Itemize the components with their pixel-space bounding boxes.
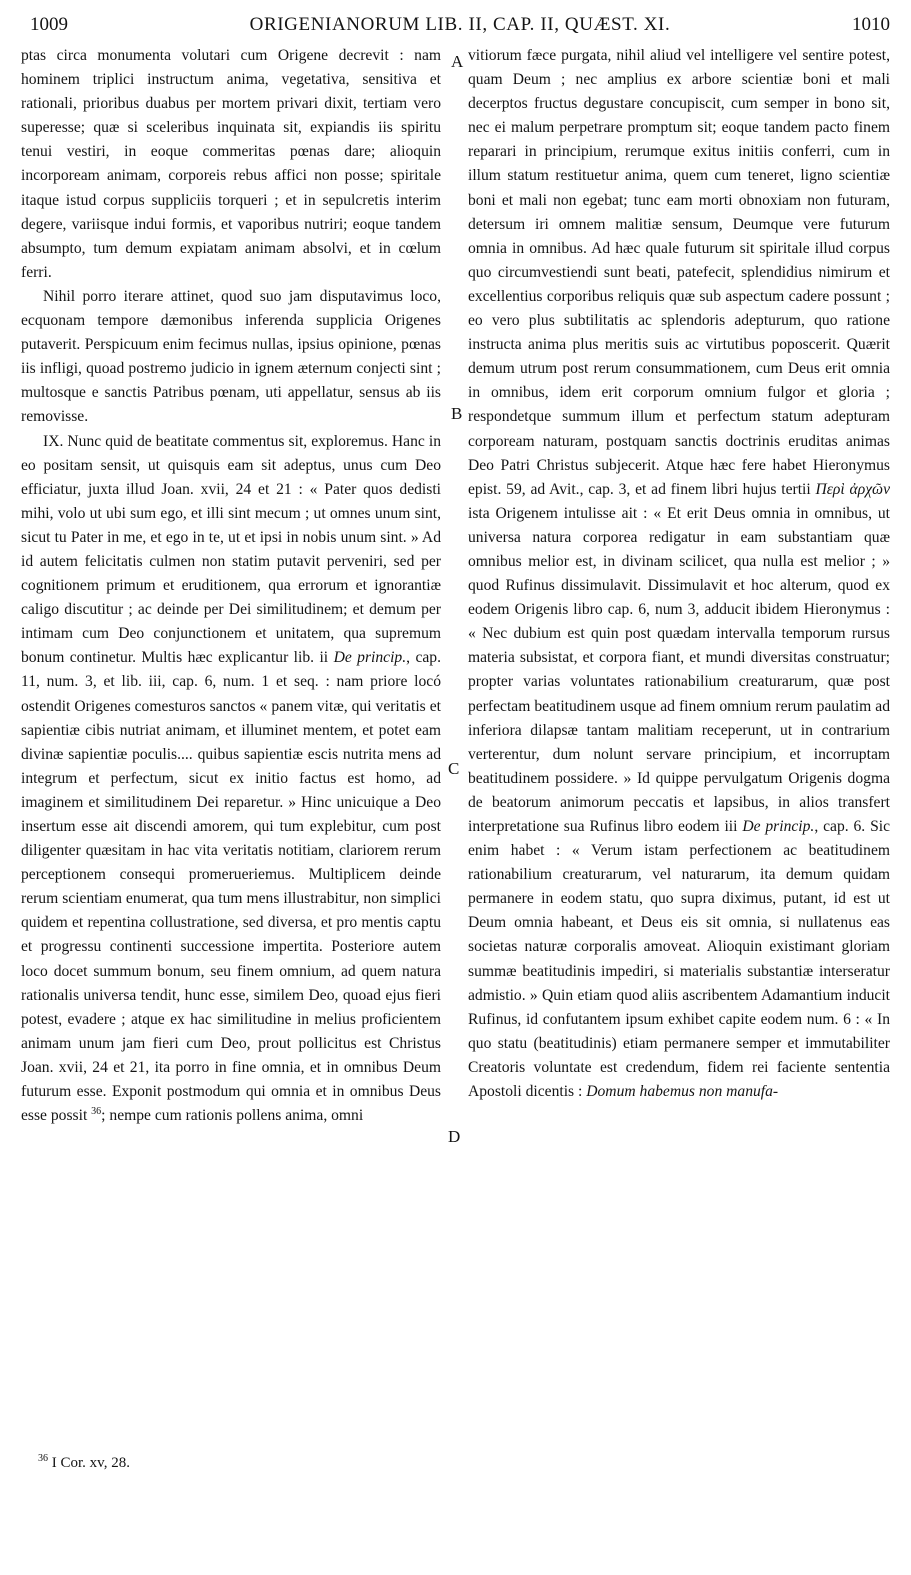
right-paragraph-1-text-c: , cap. 6. Sic enim habet : « Verum istam perfectionem ac beatitudinem rationabilium creaturarum, vel naturarum, ita demum quidam permanere in eodem statu, quo supra diximus, putant, id est ut Deum omnia habeant, et Deus eis sit omnia, si nullatenus eas societas naturæ corporalis amoveat. Alioquin existimant gloriam summæ beatitudinis impediri, si materialis substantiæ interseratur admistio. » Quin etiam quod aliis ascribentem Adamantium inducit Rufinus, id confutantem ipsum exhibet capite eodem num. 6 : « In quo statu (beatitudinis) etiam permanere semper et immutabiliter Creatoris voluntate est credendum, fidem rei faciente sententia Apostoli dicentis : bbox=[468, 818, 890, 1101]
left-paragraph-3-text-b: , cap. 11, num. 3, et lib. iii, cap. 6, num. 1 et seq. : nam priore locó ostendit Origenes comesturos sanctos « panem vitæ, qui veritatis et sapientiæ cibis nutriat animam, et illuminet mentem, et potet eam divinæ sapientiæ poculis.... quibus sapientiæ escis nutrita mens ad integrum et perfectum, sicut ex initio factus est homo, ad imaginem et similitudinem Dei reparetur. » Hinc unicuique a Deo insertum esse ait discendi amorem, qui tum explebitur, cum post diligenter quæsitam in hac vita veritatis notitiam, clariorem rerum perceptionem consequi promerueriemus. Multiplicem deinde rerum scientiam enumerat, qua tum mens illustrabitur, non simplici quidem et repentina collustratione, sed diversa, et pro mentis captu et progressu continenti successione impertita. Posteriore autem loco docet summum bonum, seu finem omnium, ad quem natura rationalis universa tendit, hunc esse, similem Deo, quoad ejus fieri potest, evadere ; atque ex hac similitudine in melius proficientem animam unum jam fieri cum Deo, prout pollicitus est Christus Joan. xvii, 24 et 21, ita porro in fine omnia, et in omnibus Deum futurum esse. Exponit postmodum qui omnia et in omnibus Deus esse possit bbox=[21, 649, 441, 1125]
running-title: ORIGENIANORUM LIB. II, CAP. II, QUÆST. XI. bbox=[249, 14, 671, 35]
left-paragraph-2: Nihil porro iterare attinet, quod suo jam disputavimus loco, ecquonam tempore dæmonibus inferenda supplicia Origenes putaverit. Perspicuum enim fecimus nullas, ipsius opinione, pœnas iis infligi, quoad postremo judicio in ignem æternum conjecti sint ; multosque e sanctis Patribus pœnam, uti appellatur, sensus ab iis removisse. bbox=[21, 287, 441, 426]
right-paragraph-1 bbox=[468, 44, 890, 1104]
work-title-de-princip: De princip. bbox=[333, 649, 407, 667]
left-paragraph-3-text-a: IX. Nunc quid de beatitate commentus sit, exploremus. Hanc in eo positam sensit, ut quisquis eam sit adeptus, unus cum Deo efficiatur, juxta illud Joan. xvii, 24 et 21 : « Pater quos dedisti mihi, volo ut ubi sum ego, et illi sint mecum ; ut omnes unum sint, sicut tu Pater in me, et ego in te, ut et ipsi in nobis unum sint. » Ad id autem felicitatis culmen non statim putavit perveniri, sed per cognitionem primum et eruditionem, qua errorum et ignorantiæ caligo discutitur ; ac deinde per Dei similitudinem; et demum per intimam cum Deo conjunctionem et unitatem, qua supremum bonum continetur. Multis hæc explicantur lib. ii bbox=[21, 432, 441, 667]
left-paragraph-1: ptas circa monumenta volutari cum Origene decrevit : nam hominem triplici instructum anima, vegetativa, sensitiva et rationali, prioribus duabus per mortem privari dixit, tertiam vero superesse; quæ si sceleribus inquinata sit, expiandis iis spiritu tenui vestiri, in eoque commeritas pœnas dare; alioquin incorpoream animam, corporeis rebus affici non posse; spiritale itaque istud corpus suppliciis torqueri ; et in sepulcretis interim degere, variisque indui formis, et vaporibus nutriri; eoque tandem absumpto, tum demum expiatam animam absolvi, et in cœlum ferri. bbox=[21, 47, 441, 281]
footnote-mark: 36 bbox=[38, 1453, 48, 1464]
page-number-right: 1010 bbox=[852, 14, 890, 35]
page-number-left: 1009 bbox=[30, 14, 68, 35]
margin-marker-c: C bbox=[448, 759, 460, 778]
left-column bbox=[21, 44, 441, 1128]
left-paragraph-3-text-c: ; nempe cum rationis pollens anima, omni bbox=[101, 1107, 364, 1125]
right-paragraph-1-text-a: vitiorum fæce purgata, nihil aliud vel intelligere vel sentire potest, quam Deum ; nec amplius ex arbore scientiæ boni et mali decerptos fructus degustare concupiscit, cum semper in bono sit, nec ei malum perpetrare promptum sit; eoque tandem pacto finem reparari in principium, rerumque exitus initiis conferri, cum in illum statum restituetur anima, quem cum teneret, ligno scientiæ boni et mali non egebat; tunc eam morti obnoxiam non futuram, detersum iri omnem malitiæ sensum, Deumque vere futurum omnia in omnibus. Ad hæc quale futurum sit spiritale illud corpus quo circumvestiendi sunt beati, patefecit, splendidius nimirum et excellentius corporibus reliquis quæ sub aspectum cadere possunt ; eo vero plus subtilitatis ac splendoris adepturum, quo ratione instructa anima plus meritis suis ac virtutibus poposcerit. Quærit demum utrum post rerum consummationem, cum Deus erit omnia in omnibus, idem erit corporum omnium fulgor et gloria ; respondetque summum illum et perfectum statum adepturam corpoream naturam, postquam sanctis doctrinis eruditas animas Deo Patri Christus subjecerit. Atque hæc fere habet Hieronymus epist. 59, ad Avit., cap. 3, et ad finem libri hujus tertii bbox=[468, 47, 890, 498]
footnote-reference: 36 bbox=[91, 1105, 102, 1117]
quotation-italic: Domum habemus non manufa- bbox=[586, 1083, 779, 1101]
running-header bbox=[30, 14, 890, 44]
work-title-de-princip-2: De princip. bbox=[742, 818, 815, 835]
margin-marker-b: B bbox=[451, 404, 463, 423]
margin-marker-d: D bbox=[448, 1127, 461, 1146]
margin-marker-a: A bbox=[451, 52, 464, 71]
greek-title: Περὶ ἀρχῶν bbox=[815, 480, 890, 498]
footnote bbox=[38, 1455, 130, 1472]
right-paragraph-1-text-b: ista Origenem intulisse ait : « Et erit Deus omnia in omnibus, ut universa natura corporea redigatur in eam substantiam quæ omnibus melior est, in divinam scilicet, qua nulla est melior ; » quod Rufinus dissimulavit. Dissimulavit et hoc alterum, quod ex eodem Origenis libro cap. 6, num 3, adducit ibidem Hieronymus : « Nec dubium est quin post quædam intervalla temporum rursus materia subsistat, et corpora fiant, et mundi diversitas construatur; propter varias voluntates rationabilium creaturarum, quæ post perfectam beatitudinem usque ad finem omnium rerum paulatim ad inferiora dilapsæ tantam malitiam receperunt, ut in contrarium verterentur, dum nolunt servare principium, et incorruptam beatitudinem possidere. » Id quippe pervulgatum Origenis dogma de beatorum animorum peccatis et lapsibus, in alios transfert interpretatione sua Rufinus libro eodem iii bbox=[468, 504, 890, 835]
footnote-text: I Cor. xv, 28. bbox=[48, 1455, 130, 1471]
right-column bbox=[468, 44, 890, 1104]
left-paragraph-3 bbox=[21, 430, 441, 1129]
